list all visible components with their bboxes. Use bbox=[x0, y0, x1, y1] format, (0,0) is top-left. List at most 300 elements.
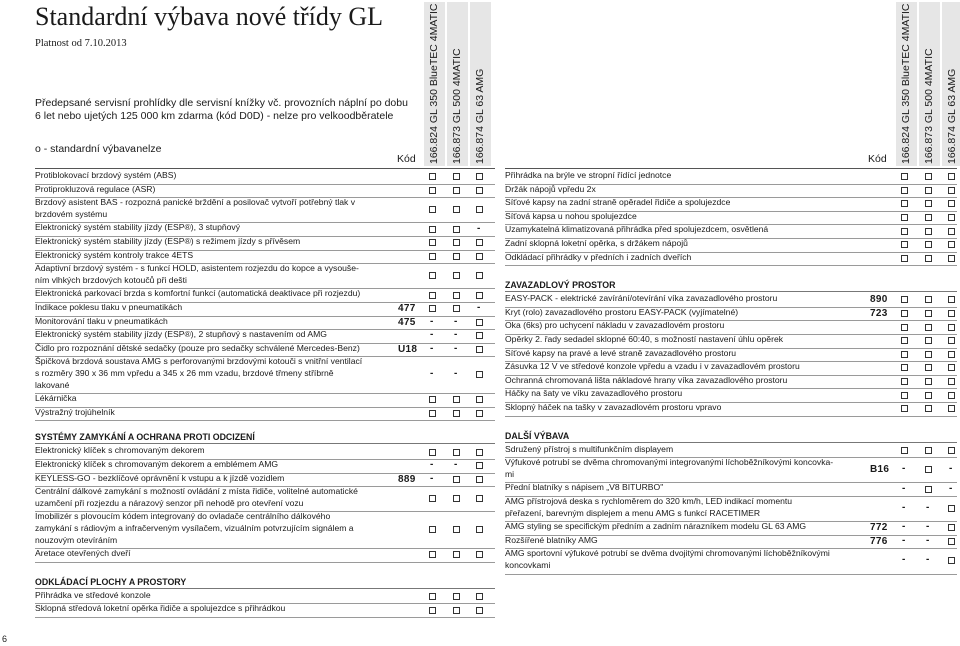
feature-text bbox=[505, 457, 833, 480]
standard-mark-icon bbox=[453, 173, 460, 180]
feature-text bbox=[505, 238, 688, 250]
standard-mark-icon bbox=[453, 476, 460, 483]
unavailable-mark: - bbox=[926, 554, 930, 566]
standard-mark-icon bbox=[429, 396, 436, 403]
feature-text bbox=[505, 402, 721, 414]
feature-line: Uzamykatelná klimatizovaná přihrádka před spolujezdcem, osvětlená bbox=[505, 224, 769, 235]
feature-text bbox=[505, 293, 777, 305]
standard-mark-icon bbox=[925, 228, 932, 235]
standard-mark-icon bbox=[429, 607, 436, 614]
feature-line: Imobilizér s plovoucím kódem integrovaný do ovladače centrálního dálkového bbox=[35, 511, 331, 522]
standard-mark-icon bbox=[476, 332, 483, 339]
feature-text bbox=[35, 445, 205, 457]
section-header: DALŠÍ VÝBAVA bbox=[505, 430, 957, 443]
standard-mark-icon bbox=[925, 324, 932, 331]
feature-line: Aretace otevřených dveří bbox=[35, 548, 131, 559]
standard-mark-icon bbox=[901, 228, 908, 235]
standard-mark-icon bbox=[429, 551, 436, 558]
standard-mark-icon bbox=[948, 310, 955, 317]
model-header-label: 166.873 GL 500 4MATIC bbox=[923, 48, 935, 164]
standard-mark-icon bbox=[925, 378, 932, 385]
unavailable-mark: - bbox=[949, 482, 953, 494]
feature-line: lakované bbox=[35, 379, 70, 390]
feature-text bbox=[35, 250, 193, 262]
table-row bbox=[35, 473, 495, 488]
legend-unavailable: - nelze bbox=[129, 143, 162, 155]
standard-mark-icon bbox=[476, 239, 483, 246]
table-row bbox=[35, 316, 495, 331]
feature-text bbox=[505, 320, 724, 332]
table-top-rule bbox=[505, 168, 957, 169]
feature-text bbox=[35, 329, 327, 341]
standard-mark-icon bbox=[429, 292, 436, 299]
unavailable-mark: - bbox=[454, 459, 458, 471]
standard-mark-icon bbox=[948, 296, 955, 303]
standard-mark-icon bbox=[948, 538, 955, 545]
table-row bbox=[35, 548, 495, 563]
feature-text bbox=[505, 170, 671, 182]
table-row bbox=[505, 521, 957, 536]
feature-line: AMG styling se specifickým předním a zadním nárazníkem modelu GL 63 AMG bbox=[505, 521, 807, 532]
feature-line: Oka (6ks) pro uchycení nákladu v zavazadlovém prostoru bbox=[505, 320, 725, 331]
standard-mark-icon bbox=[453, 526, 460, 533]
standard-mark-icon bbox=[948, 228, 955, 235]
standard-mark-icon bbox=[476, 526, 483, 533]
standard-mark-icon bbox=[476, 292, 483, 299]
unavailable-mark: - bbox=[926, 535, 930, 547]
standard-mark-icon bbox=[901, 310, 908, 317]
standard-mark-icon bbox=[429, 272, 436, 279]
section-header: SYSTÉMY ZAMYKÁNÍ A OCHRANA PROTI ODCIZENÍ bbox=[35, 431, 495, 444]
option-code: 475 bbox=[398, 316, 416, 328]
table-top-rule bbox=[35, 168, 495, 169]
unavailable-mark: - bbox=[902, 554, 906, 566]
feature-line: Háčky na šaty ve víku zavazadlového prostoru bbox=[505, 388, 683, 399]
standard-mark-icon bbox=[901, 364, 908, 371]
table-row bbox=[35, 329, 495, 344]
feature-line: Čidlo pro rozpoznání dětské sedačky (pouze pro sedačky schválené Mercedes-Benz) bbox=[35, 342, 360, 353]
standard-mark-icon bbox=[901, 351, 908, 358]
table-row bbox=[505, 197, 957, 212]
standard-mark-icon bbox=[476, 607, 483, 614]
standard-mark-icon bbox=[476, 476, 483, 483]
standard-mark-icon bbox=[925, 187, 932, 194]
standard-mark-icon bbox=[476, 187, 483, 194]
unavailable-mark: - bbox=[454, 343, 458, 355]
feature-text bbox=[505, 388, 682, 400]
standard-mark-icon bbox=[948, 405, 955, 412]
table-row bbox=[35, 511, 495, 549]
feature-line: Lékárnička bbox=[35, 393, 77, 404]
feature-text bbox=[505, 521, 806, 533]
feature-line: EASY-PACK - elektrické zavírání/otevírání víka zavazadlového prostoru bbox=[505, 293, 778, 304]
unavailable-mark: - bbox=[454, 315, 458, 327]
standard-mark-icon bbox=[948, 200, 955, 207]
standard-mark-icon bbox=[925, 447, 932, 454]
feature-line: Indikace poklesu tlaku v pneumatikách bbox=[35, 302, 183, 312]
table-row bbox=[505, 361, 957, 376]
feature-line: Držák nápojů vpředu 2x bbox=[505, 183, 596, 194]
table-row bbox=[505, 535, 957, 550]
feature-line: Ochranná chromovaná lišta nákladové hrany víka zavazadlového prostoru bbox=[505, 374, 788, 385]
feature-line: Sklopný háček na tašky v zavazadlovém prostoru vpravo bbox=[505, 402, 722, 412]
feature-text bbox=[35, 170, 176, 182]
standard-mark-icon bbox=[901, 187, 908, 194]
unavailable-mark: - bbox=[949, 463, 953, 475]
option-code: 890 bbox=[870, 294, 888, 306]
table-row bbox=[505, 457, 957, 483]
feature-text bbox=[35, 486, 358, 509]
feature-line: uzamčení při rozjezdu a nárazový senzor při nehodě pro otevření vozu bbox=[35, 497, 304, 508]
feature-line: s rozměry 390 x 36 mm vpředu a 345 x 26 mm vzadu, brzdové třmeny stříbrně bbox=[35, 367, 334, 378]
standard-mark-icon bbox=[453, 607, 460, 614]
standard-mark-icon bbox=[476, 272, 483, 279]
standard-mark-icon bbox=[429, 495, 436, 502]
table-row bbox=[505, 375, 957, 390]
standard-mark-icon bbox=[901, 392, 908, 399]
standard-mark-icon bbox=[925, 405, 932, 412]
table-row bbox=[35, 343, 495, 358]
standard-mark-icon bbox=[476, 206, 483, 213]
feature-line: Odkládací přihrádky v předních i zadních dveřích bbox=[505, 251, 692, 262]
standard-mark-icon bbox=[453, 593, 460, 600]
standard-mark-icon bbox=[476, 371, 483, 378]
feature-text bbox=[505, 334, 783, 346]
standard-mark-icon bbox=[476, 495, 483, 502]
standard-mark-icon bbox=[429, 449, 436, 456]
standard-mark-icon bbox=[948, 378, 955, 385]
standard-mark-icon bbox=[476, 319, 483, 326]
feature-line: Síťové kapsy na pravé a levé straně zavazadlového prostoru bbox=[505, 347, 737, 358]
table-row bbox=[35, 393, 495, 408]
feature-line: Zadní sklopná loketní opěrka, s držákem nápojů bbox=[505, 238, 688, 248]
service-note: Předepsané servisní prohlídky dle servisní knížky vč. provozních náplní po dobu 6 let nebo ujetých 125 000 km zdarma (kód D0D) - nelze pro velkoodběratele bbox=[35, 97, 408, 122]
feature-line: ním vlhkých brzdových kotoučů při dešti bbox=[35, 274, 187, 285]
standard-mark-icon bbox=[901, 241, 908, 248]
table-row bbox=[35, 603, 495, 618]
standard-mark-icon bbox=[476, 173, 483, 180]
feature-line: Výstražný trojúhelník bbox=[35, 406, 115, 417]
standard-mark-icon bbox=[453, 305, 460, 312]
feature-text bbox=[35, 184, 155, 196]
feature-line: Zásuvka 12 V ve středové konzole vpředu a vzadu i v zavazadlovém prostoru bbox=[505, 361, 800, 372]
table-row bbox=[35, 170, 495, 185]
unavailable-mark: - bbox=[454, 368, 458, 380]
standard-mark-icon bbox=[429, 593, 436, 600]
unavailable-mark: - bbox=[902, 482, 906, 494]
table-row bbox=[505, 334, 957, 349]
standard-mark-icon bbox=[453, 206, 460, 213]
table-row bbox=[505, 238, 957, 253]
feature-line: mi bbox=[505, 468, 515, 479]
standard-mark-icon bbox=[948, 364, 955, 371]
feature-text bbox=[35, 263, 359, 286]
feature-text bbox=[505, 496, 792, 519]
feature-line: zamykání s rádiovým a infračerveným vysílačem, vizuálním potvrzujícím signálem a bbox=[35, 522, 354, 533]
standard-mark-icon bbox=[429, 305, 436, 312]
feature-text bbox=[505, 348, 736, 360]
standard-mark-icon bbox=[925, 214, 932, 221]
kod-header-right: Kód bbox=[868, 153, 887, 165]
unavailable-mark: - bbox=[430, 472, 434, 484]
model-header-label: 166.874 GL 63 AMG bbox=[946, 68, 958, 164]
feature-line: Elektronický klíček s chromovaným dekorem bbox=[35, 445, 205, 456]
standard-mark-icon bbox=[476, 551, 483, 558]
standard-mark-icon bbox=[901, 324, 908, 331]
option-code: 477 bbox=[398, 303, 416, 315]
unavailable-mark: - bbox=[477, 302, 481, 314]
feature-text bbox=[35, 459, 278, 471]
unavailable-mark: - bbox=[430, 459, 434, 471]
standard-mark-icon bbox=[429, 206, 436, 213]
feature-line: Přední blatníky s nápisem „V8 BITURBO" bbox=[505, 482, 664, 493]
standard-mark-icon bbox=[901, 255, 908, 262]
feature-text bbox=[505, 375, 787, 387]
standard-mark-icon bbox=[453, 226, 460, 233]
standard-mark-icon bbox=[925, 466, 932, 473]
unavailable-mark: - bbox=[902, 521, 906, 533]
feature-text bbox=[35, 302, 182, 314]
standard-mark-icon bbox=[429, 173, 436, 180]
table-row bbox=[505, 184, 957, 199]
table-row bbox=[35, 197, 495, 223]
standard-mark-icon bbox=[453, 239, 460, 246]
unavailable-mark: - bbox=[430, 343, 434, 355]
table-row bbox=[505, 170, 957, 185]
section-header: ODKLÁDACÍ PLOCHY A PROSTORY bbox=[35, 576, 495, 589]
feature-line: Kryt (rolo) zavazadlového prostoru EASY-PACK (vyjímatelné) bbox=[505, 306, 739, 317]
table-row bbox=[35, 356, 495, 394]
feature-line: brzdovém systému bbox=[35, 208, 108, 219]
standard-mark-icon bbox=[901, 296, 908, 303]
feature-text bbox=[35, 548, 131, 560]
feature-text bbox=[35, 343, 360, 355]
standard-mark-icon bbox=[925, 364, 932, 371]
standard-mark-icon bbox=[925, 255, 932, 262]
feature-line: Sdružený přístroj s multifunkčním displayem bbox=[505, 443, 674, 454]
feature-text bbox=[505, 252, 691, 264]
standard-mark-icon bbox=[429, 226, 436, 233]
feature-line: Elektronický systém stability jízdy (ESP®), 2 stupňový s nastavením od AMG bbox=[35, 329, 327, 340]
feature-text bbox=[35, 288, 360, 300]
unavailable-mark: - bbox=[430, 329, 434, 341]
feature-line: Brzdový asistent BAS - rozpozná panické brždění a posilovač vytvoří potřebný tlak v bbox=[35, 197, 356, 208]
table-row bbox=[505, 482, 957, 497]
table-row bbox=[35, 250, 495, 265]
feature-text bbox=[35, 473, 284, 485]
standard-mark-icon bbox=[948, 447, 955, 454]
unavailable-mark: - bbox=[902, 535, 906, 547]
feature-text bbox=[505, 211, 637, 223]
table-row bbox=[35, 445, 495, 460]
feature-line: Opěrky 2. řady sedadel sklopné 60:40, s možností nastavení úhlu opěrek bbox=[505, 334, 784, 344]
feature-line: koncovkami bbox=[505, 559, 551, 570]
standard-mark-icon bbox=[925, 200, 932, 207]
feature-text bbox=[35, 393, 77, 405]
table-row bbox=[35, 184, 495, 199]
unavailable-mark: - bbox=[926, 502, 930, 514]
standard-mark-icon bbox=[429, 410, 436, 417]
standard-mark-icon bbox=[476, 253, 483, 260]
table-row bbox=[35, 222, 495, 237]
legend-standard: o - standardní výbava bbox=[35, 143, 136, 155]
table-row bbox=[505, 388, 957, 403]
feature-line: Sklopná středová loketní opěrka řidiče a spolujezdce s přihrádkou bbox=[35, 603, 286, 614]
standard-mark-icon bbox=[453, 410, 460, 417]
standard-mark-icon bbox=[476, 449, 483, 456]
standard-mark-icon bbox=[453, 292, 460, 299]
feature-line: Elektronická parkovací brzda s komfortní funkcí (automatická deaktivace při rozjezdu) bbox=[35, 288, 361, 299]
standard-mark-icon bbox=[429, 253, 436, 260]
feature-text bbox=[35, 407, 115, 419]
standard-mark-icon bbox=[901, 214, 908, 221]
standard-mark-icon bbox=[476, 346, 483, 353]
standard-mark-icon bbox=[948, 255, 955, 262]
standard-mark-icon bbox=[901, 173, 908, 180]
standard-mark-icon bbox=[453, 272, 460, 279]
standard-mark-icon bbox=[476, 396, 483, 403]
feature-line: nouzovým otevíráním bbox=[35, 534, 118, 545]
table-row bbox=[505, 348, 957, 363]
standard-mark-icon bbox=[476, 462, 483, 469]
standard-mark-icon bbox=[948, 557, 955, 564]
feature-line: Protiblokovací brzdový systém (ABS) bbox=[35, 170, 177, 180]
table-row bbox=[35, 236, 495, 251]
feature-text bbox=[505, 224, 768, 236]
standard-mark-icon bbox=[901, 447, 908, 454]
feature-line: Elektronický systém stability jízdy (ESP®), 3 stupňový bbox=[35, 222, 241, 233]
standard-mark-icon bbox=[925, 486, 932, 493]
feature-text bbox=[505, 482, 663, 494]
standard-mark-icon bbox=[453, 187, 460, 194]
standard-mark-icon bbox=[901, 405, 908, 412]
standard-mark-icon bbox=[453, 495, 460, 502]
feature-text bbox=[35, 197, 355, 220]
option-code: 723 bbox=[870, 308, 888, 320]
table-row bbox=[505, 548, 957, 574]
unavailable-mark: - bbox=[454, 329, 458, 341]
feature-text bbox=[505, 444, 673, 456]
option-code: U18 bbox=[398, 344, 418, 356]
model-header-label: 166.824 GL 350 BlueTEC 4MATIC bbox=[900, 3, 912, 164]
option-code: B16 bbox=[870, 464, 890, 476]
feature-text bbox=[505, 307, 738, 319]
table-row bbox=[35, 407, 495, 422]
standard-mark-icon bbox=[476, 410, 483, 417]
standard-mark-icon bbox=[901, 378, 908, 385]
table-row bbox=[35, 263, 495, 289]
unavailable-mark: - bbox=[430, 315, 434, 327]
table-row bbox=[35, 486, 495, 512]
standard-mark-icon bbox=[948, 241, 955, 248]
feature-text bbox=[505, 361, 800, 373]
table-row bbox=[505, 293, 957, 308]
unavailable-mark: - bbox=[477, 222, 481, 234]
standard-mark-icon bbox=[925, 310, 932, 317]
standard-mark-icon bbox=[948, 524, 955, 531]
standard-mark-icon bbox=[948, 324, 955, 331]
feature-line: AMG sportovní výfukové potrubí se dvěma dvojitými chromovanými líchoběžníkovými bbox=[505, 548, 830, 559]
feature-line: Přihrádka na brýle ve stropní řídící jednotce bbox=[505, 170, 672, 180]
feature-text bbox=[505, 184, 596, 196]
feature-line: Elektronický systém stability jízdy (ESP®) s režimem jízdy s přívěsem bbox=[35, 236, 301, 246]
standard-mark-icon bbox=[925, 337, 932, 344]
section-header: ZAVAZADLOVÝ PROSTOR bbox=[505, 279, 957, 292]
table-row bbox=[35, 302, 495, 317]
standard-mark-icon bbox=[901, 337, 908, 344]
feature-line: Rozšířené blatníky AMG bbox=[505, 534, 598, 545]
option-code: 772 bbox=[870, 522, 888, 534]
feature-line: KEYLESS-GO - bezklíčové oprávnění k vstupu a k jízdě vozidlem bbox=[35, 472, 285, 483]
table-row bbox=[505, 320, 957, 335]
feature-line: Elektronický klíček s chromovaným dekorem a emblémem AMG bbox=[35, 459, 279, 469]
standard-mark-icon bbox=[948, 214, 955, 221]
legend bbox=[35, 143, 161, 155]
unavailable-mark: - bbox=[430, 368, 434, 380]
table-row bbox=[35, 459, 495, 474]
standard-mark-icon bbox=[429, 526, 436, 533]
table-row bbox=[505, 211, 957, 226]
standard-mark-icon bbox=[925, 392, 932, 399]
table-row bbox=[505, 252, 957, 267]
feature-text bbox=[35, 590, 151, 602]
standard-mark-icon bbox=[925, 296, 932, 303]
model-header-label: 166.874 GL 63 AMG bbox=[474, 68, 486, 164]
table-row bbox=[505, 402, 957, 417]
standard-mark-icon bbox=[901, 200, 908, 207]
feature-text bbox=[35, 603, 285, 615]
feature-line: Protiprokluzová regulace (ASR) bbox=[35, 183, 156, 194]
standard-mark-icon bbox=[948, 505, 955, 512]
standard-mark-icon bbox=[453, 551, 460, 558]
standard-mark-icon bbox=[429, 239, 436, 246]
standard-mark-icon bbox=[948, 173, 955, 180]
feature-line: Špičková brzdová soustava AMG s perforovanými brzdovými kotouči s vnitřní ventilací bbox=[35, 356, 363, 367]
standard-mark-icon bbox=[948, 187, 955, 194]
validity-date: Platnost od 7.10.2013 bbox=[35, 38, 127, 49]
model-header-label: 166.873 GL 500 4MATIC bbox=[451, 48, 463, 164]
feature-line: Elektronický systém kontroly trakce 4ETS bbox=[35, 249, 194, 260]
unavailable-mark: - bbox=[902, 502, 906, 514]
unavailable-mark: - bbox=[902, 463, 906, 475]
standard-mark-icon bbox=[453, 449, 460, 456]
feature-text bbox=[505, 535, 598, 547]
table-row bbox=[35, 590, 495, 605]
standard-mark-icon bbox=[476, 593, 483, 600]
feature-line: Adaptivní brzdový systém - s funkcí HOLD, asistentem rozjezdu do kopce a vysouše- bbox=[35, 263, 359, 274]
standard-mark-icon bbox=[453, 396, 460, 403]
feature-line: Výfukové potrubí se dvěma chromovanými integrovanými líchoběžníkovými koncovka- bbox=[505, 457, 834, 468]
standard-mark-icon bbox=[948, 337, 955, 344]
page-title: Standardní výbava nové třídy GL bbox=[35, 2, 384, 31]
feature-line: přeřazení, barevným displejem a menu AMG s funkcí RACETIMER bbox=[505, 507, 761, 518]
feature-text bbox=[35, 222, 240, 234]
feature-line: Síťové kapsy na zadní straně opěradel řidiče a spolujezdce bbox=[505, 197, 731, 208]
table-row bbox=[505, 307, 957, 322]
table-row bbox=[505, 444, 957, 459]
feature-text bbox=[35, 356, 362, 391]
standard-mark-icon bbox=[925, 351, 932, 358]
feature-line: Monitorování tlaku v pneumatikách bbox=[35, 315, 168, 326]
feature-text bbox=[505, 548, 830, 571]
feature-line: Centrální dálkové zamykání s možností ovládání z místa řidiče, volitelné automatické bbox=[35, 486, 358, 497]
feature-line: Přihrádka ve středové konzole bbox=[35, 589, 151, 600]
feature-text bbox=[35, 316, 168, 328]
page-number: 6 bbox=[2, 634, 8, 644]
option-code: 776 bbox=[870, 536, 888, 548]
feature-text bbox=[35, 511, 354, 546]
kod-header-left: Kód bbox=[397, 153, 416, 165]
